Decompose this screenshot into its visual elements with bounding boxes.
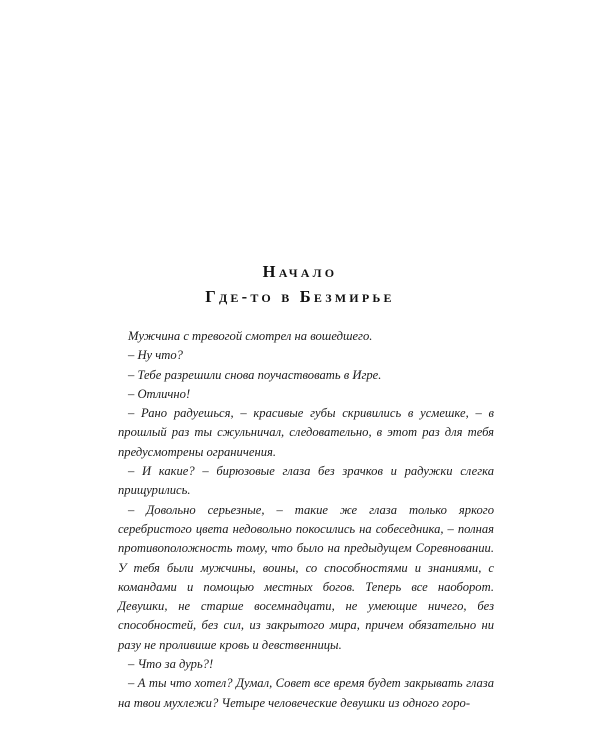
paragraph: – Довольно серьезные, – такие же глаза только яркого серебристого цвета недовольно покосились на собеседника, – полная противоположность тому, что было на предыдущем Соревновании. У тебя были мужчины, воины, со способностями и знаниями, с командами и помощью местных богов. Теперь все наоборот. Девушки, не старше восемнадцати, не умеющие ничего, без способностей, без сил, из закрытого мира, причем обязательно ни разу не проливише кровь и девственницы. [118, 502, 494, 652]
paragraph: – А ты что хотел? Думал, Совет все время будет закрывать глаза на твои мухлежи? Четыре человеческие девушки из одного горо- [118, 676, 494, 710]
paragraph: Мужчина с тревогой смотрел на вошедшего. [128, 329, 373, 343]
chapter-subtitle: Где-то в Безмирье [205, 287, 395, 306]
chapter-title: Начало [262, 262, 338, 281]
paragraph: – Что за дурь?! [128, 657, 214, 672]
paragraph: – И какие? – бирюзовые глаза без зрачков и радужки слегка прищурились. [118, 464, 494, 498]
paragraph: – Тебе разрешили снова поучаствовать в Игре. [128, 367, 382, 382]
paragraph: – Ну что? [128, 348, 183, 363]
paragraph: – Отлично! [128, 386, 191, 401]
chapter-text [118, 327, 494, 713]
paragraph: – Рано радуешься, – красивые губы скривились в усмешке, – в прошлый раз ты сжульничал, следовательно, в этот раз для тебя предусмотрены ограничения. [118, 406, 494, 459]
